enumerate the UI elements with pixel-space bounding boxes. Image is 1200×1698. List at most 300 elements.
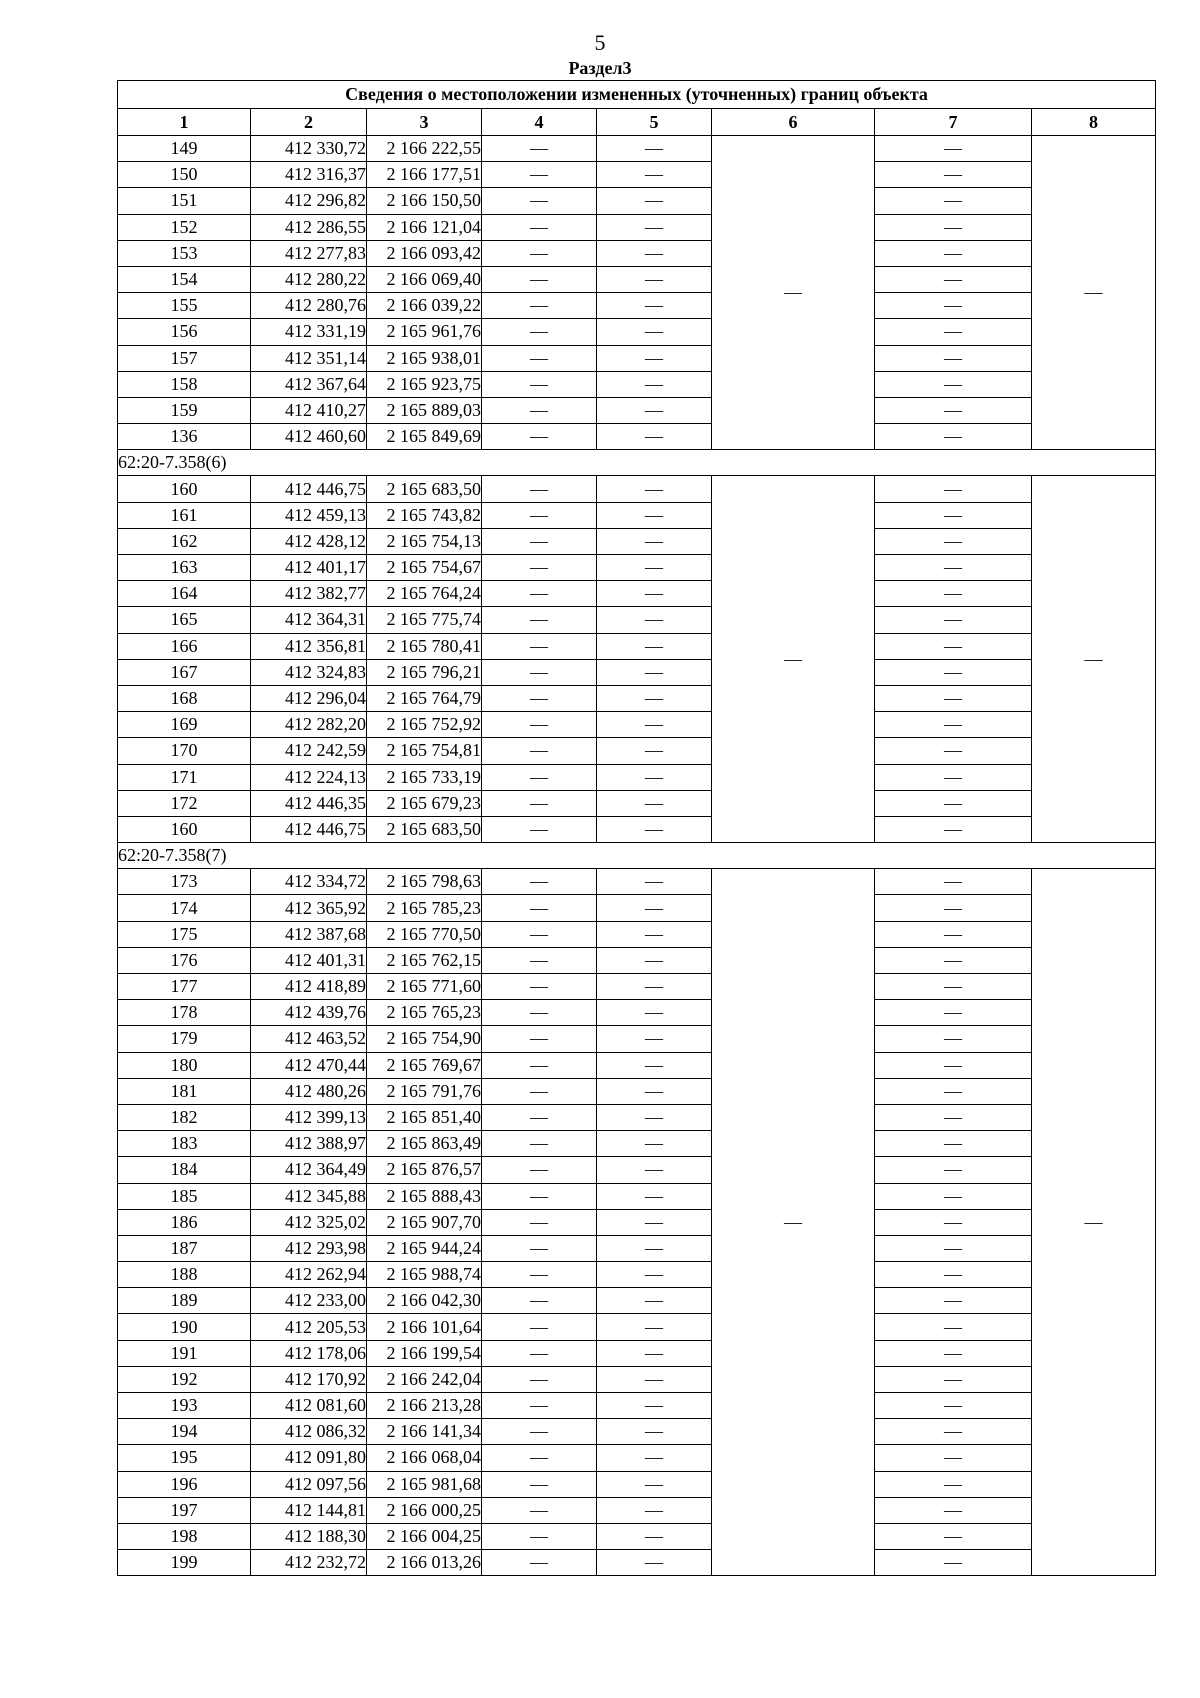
column-4-cell: — [482,188,597,214]
table-row [118,188,1156,214]
column-8-merged-cell: — [1032,136,1156,450]
table-row [118,214,1156,240]
x-coordinate-cell: 412 330,72 [251,136,367,162]
y-coordinate-cell: 2 165 785,23 [367,895,482,921]
column-7-cell: — [875,581,1032,607]
column-4-cell: — [482,1445,597,1471]
y-coordinate-cell: 2 165 796,21 [367,659,482,685]
point-number-cell: 165 [118,607,251,633]
column-7-cell: — [875,1445,1032,1471]
point-number-cell: 175 [118,921,251,947]
y-coordinate-cell: 2 166 000,25 [367,1497,482,1523]
y-coordinate-cell: 2 166 004,25 [367,1523,482,1549]
column-7-cell: — [875,1366,1032,1392]
y-coordinate-cell: 2 165 798,63 [367,869,482,895]
point-number-cell: 188 [118,1262,251,1288]
column-7-cell: — [875,869,1032,895]
x-coordinate-cell: 412 242,59 [251,738,367,764]
column-5-cell: — [597,947,712,973]
point-number-cell: 169 [118,712,251,738]
point-number-cell: 167 [118,659,251,685]
table-row [118,1445,1156,1471]
point-number-cell: 197 [118,1497,251,1523]
point-number-cell: 184 [118,1157,251,1183]
table-row [118,869,1156,895]
table-row [118,1078,1156,1104]
point-number-cell: 153 [118,240,251,266]
column-4-cell: — [482,319,597,345]
point-number-cell: 152 [118,214,251,240]
table-row [118,1262,1156,1288]
column-5-cell: — [597,685,712,711]
y-coordinate-cell: 2 166 242,04 [367,1366,482,1392]
x-coordinate-cell: 412 364,31 [251,607,367,633]
table-row [118,345,1156,371]
column-7-cell: — [875,1183,1032,1209]
x-coordinate-cell: 412 364,49 [251,1157,367,1183]
x-coordinate-cell: 412 446,35 [251,790,367,816]
table-row [118,319,1156,345]
column-4-cell: — [482,1183,597,1209]
y-coordinate-cell: 2 166 101,64 [367,1314,482,1340]
table-body [118,136,1156,1576]
column-5-cell: — [597,1026,712,1052]
y-coordinate-cell: 2 166 150,50 [367,188,482,214]
group-label: 62:20-7.358(7) [118,843,1156,869]
table-row [118,974,1156,1000]
column-4-cell: — [482,659,597,685]
point-number-cell: 159 [118,397,251,423]
column-7-cell: — [875,345,1032,371]
column-5-cell: — [597,476,712,502]
column-5-cell: — [597,424,712,450]
column-4-cell: — [482,1288,597,1314]
y-coordinate-cell: 2 165 743,82 [367,502,482,528]
table-row [118,528,1156,554]
column-4-cell: — [482,1052,597,1078]
x-coordinate-cell: 412 296,04 [251,685,367,711]
point-number-cell: 163 [118,555,251,581]
point-number-cell: 176 [118,947,251,973]
table-row [118,738,1156,764]
column-4-cell: — [482,1366,597,1392]
column-7-cell: — [875,1471,1032,1497]
column-4-cell: — [482,397,597,423]
column-5-cell: — [597,790,712,816]
column-5-cell: — [597,319,712,345]
y-coordinate-cell: 2 165 961,76 [367,319,482,345]
column-7-cell: — [875,1026,1032,1052]
point-number-cell: 190 [118,1314,251,1340]
point-number-cell: 171 [118,764,251,790]
column-7-cell: — [875,293,1032,319]
column-5-cell: — [597,1104,712,1130]
table-row [118,476,1156,502]
y-coordinate-cell: 2 165 733,19 [367,764,482,790]
column-7-cell: — [875,319,1032,345]
column-7-cell: — [875,974,1032,1000]
point-number-cell: 192 [118,1366,251,1392]
point-number-cell: 150 [118,162,251,188]
column-5-cell: — [597,1183,712,1209]
column-4-cell: — [482,1471,597,1497]
y-coordinate-cell: 2 166 177,51 [367,162,482,188]
table-row [118,764,1156,790]
point-number-cell: 164 [118,581,251,607]
y-coordinate-cell: 2 165 923,75 [367,371,482,397]
point-number-cell: 177 [118,974,251,1000]
point-number-cell: 194 [118,1419,251,1445]
x-coordinate-cell: 412 331,19 [251,319,367,345]
table-row [118,1235,1156,1261]
y-coordinate-cell: 2 165 754,67 [367,555,482,581]
y-coordinate-cell: 2 165 769,67 [367,1052,482,1078]
section-title: Раздел3 [568,58,632,78]
table-row [118,1393,1156,1419]
y-coordinate-cell: 2 165 683,50 [367,476,482,502]
x-coordinate-cell: 412 170,92 [251,1366,367,1392]
column-5-cell: — [597,345,712,371]
table-row [118,712,1156,738]
x-coordinate-cell: 412 081,60 [251,1393,367,1419]
column-4-cell: — [482,240,597,266]
point-number-cell: 168 [118,685,251,711]
column-5-cell: — [597,1419,712,1445]
y-coordinate-cell: 2 165 762,15 [367,947,482,973]
column-7-cell: — [875,1235,1032,1261]
table-row [118,162,1156,188]
x-coordinate-cell: 412 232,72 [251,1550,367,1576]
x-coordinate-cell: 412 367,64 [251,371,367,397]
column-4-cell: — [482,1497,597,1523]
y-coordinate-cell: 2 166 199,54 [367,1340,482,1366]
point-number-cell: 161 [118,502,251,528]
table-row [118,685,1156,711]
table-row [118,371,1156,397]
column-7-cell: — [875,476,1032,502]
column-7-cell: — [875,240,1032,266]
point-number-cell: 173 [118,869,251,895]
x-coordinate-cell: 412 178,06 [251,1340,367,1366]
column-4-cell: — [482,424,597,450]
x-coordinate-cell: 412 460,60 [251,424,367,450]
column-header: 1 [118,109,251,136]
table-row [118,816,1156,842]
y-coordinate-cell: 2 166 121,04 [367,214,482,240]
column-4-cell: — [482,685,597,711]
column-5-cell: — [597,1288,712,1314]
point-number-cell: 162 [118,528,251,554]
column-6-merged-cell: — [712,136,875,450]
column-7-cell: — [875,424,1032,450]
y-coordinate-cell: 2 165 775,74 [367,607,482,633]
point-number-cell: 189 [118,1288,251,1314]
column-5-cell: — [597,869,712,895]
y-coordinate-cell: 2 165 791,76 [367,1078,482,1104]
column-header: 5 [597,109,712,136]
x-coordinate-cell: 412 282,20 [251,712,367,738]
column-5-cell: — [597,1052,712,1078]
column-4-cell: — [482,816,597,842]
x-coordinate-cell: 412 205,53 [251,1314,367,1340]
column-8-merged-cell: — [1032,869,1156,1576]
column-5-cell: — [597,1131,712,1157]
y-coordinate-cell: 2 165 771,60 [367,974,482,1000]
table-row [118,1183,1156,1209]
column-5-cell: — [597,1550,712,1576]
column-8-merged-cell: — [1032,476,1156,843]
column-7-cell: — [875,1340,1032,1366]
column-4-cell: — [482,1340,597,1366]
column-5-cell: — [597,738,712,764]
y-coordinate-cell: 2 165 988,74 [367,1262,482,1288]
column-5-cell: — [597,1340,712,1366]
column-4-cell: — [482,764,597,790]
y-coordinate-cell: 2 166 093,42 [367,240,482,266]
point-number-cell: 187 [118,1235,251,1261]
column-7-cell: — [875,1314,1032,1340]
y-coordinate-cell: 2 165 754,81 [367,738,482,764]
column-4-cell: — [482,921,597,947]
table-row [118,633,1156,659]
x-coordinate-cell: 412 334,72 [251,869,367,895]
column-4-cell: — [482,1393,597,1419]
column-5-cell: — [597,188,712,214]
x-coordinate-cell: 412 316,37 [251,162,367,188]
table-row [118,555,1156,581]
table-row [118,136,1156,162]
point-number-cell: 160 [118,816,251,842]
column-4-cell: — [482,371,597,397]
boundary-coordinates-table [117,80,1156,1576]
y-coordinate-cell: 2 166 069,40 [367,266,482,292]
x-coordinate-cell: 412 401,31 [251,947,367,973]
table-row [118,659,1156,685]
y-coordinate-cell: 2 165 770,50 [367,921,482,947]
column-7-cell: — [875,1104,1032,1130]
column-7-cell: — [875,1419,1032,1445]
column-5-cell: — [597,712,712,738]
column-7-cell: — [875,764,1032,790]
x-coordinate-cell: 412 480,26 [251,1078,367,1104]
column-5-cell: — [597,1523,712,1549]
column-4-cell: — [482,738,597,764]
point-number-cell: 193 [118,1393,251,1419]
point-number-cell: 166 [118,633,251,659]
point-number-cell: 178 [118,1000,251,1026]
column-7-cell: — [875,1550,1032,1576]
column-4-cell: — [482,1209,597,1235]
x-coordinate-cell: 412 401,17 [251,555,367,581]
point-number-cell: 156 [118,319,251,345]
point-number-cell: 160 [118,476,251,502]
x-coordinate-cell: 412 280,22 [251,266,367,292]
point-number-cell: 186 [118,1209,251,1235]
column-4-cell: — [482,345,597,371]
point-number-cell: 198 [118,1523,251,1549]
column-7-cell: — [875,895,1032,921]
point-number-cell: 199 [118,1550,251,1576]
x-coordinate-cell: 412 293,98 [251,1235,367,1261]
column-7-cell: — [875,712,1032,738]
x-coordinate-cell: 412 446,75 [251,476,367,502]
y-coordinate-cell: 2 165 863,49 [367,1131,482,1157]
group-header-row [118,450,1156,476]
column-5-cell: — [597,1471,712,1497]
column-7-cell: — [875,947,1032,973]
column-5-cell: — [597,581,712,607]
column-5-cell: — [597,764,712,790]
column-header: 7 [875,109,1032,136]
x-coordinate-cell: 412 345,88 [251,1183,367,1209]
y-coordinate-cell: 2 166 013,26 [367,1550,482,1576]
column-5-cell: — [597,1393,712,1419]
column-5-cell: — [597,921,712,947]
column-7-cell: — [875,790,1032,816]
point-number-cell: 136 [118,424,251,450]
y-coordinate-cell: 2 165 849,69 [367,424,482,450]
y-coordinate-cell: 2 165 764,24 [367,581,482,607]
x-coordinate-cell: 412 233,00 [251,1288,367,1314]
x-coordinate-cell: 412 463,52 [251,1026,367,1052]
column-5-cell: — [597,1209,712,1235]
column-4-cell: — [482,1157,597,1183]
column-4-cell: — [482,1104,597,1130]
table-row [118,1052,1156,1078]
column-4-cell: — [482,162,597,188]
column-7-cell: — [875,816,1032,842]
column-4-cell: — [482,947,597,973]
column-7-cell: — [875,738,1032,764]
point-number-cell: 179 [118,1026,251,1052]
x-coordinate-cell: 412 296,82 [251,188,367,214]
column-5-cell: — [597,555,712,581]
table-row [118,790,1156,816]
y-coordinate-cell: 2 165 981,68 [367,1471,482,1497]
table-row [118,1471,1156,1497]
table-row [118,1000,1156,1026]
column-4-cell: — [482,1026,597,1052]
column-header: 6 [712,109,875,136]
column-7-cell: — [875,528,1032,554]
column-7-cell: — [875,607,1032,633]
x-coordinate-cell: 412 459,13 [251,502,367,528]
column-4-cell: — [482,476,597,502]
column-5-cell: — [597,1262,712,1288]
table-row [118,502,1156,528]
column-7-cell: — [875,1497,1032,1523]
column-header: 4 [482,109,597,136]
table-row [118,1209,1156,1235]
y-coordinate-cell: 2 165 907,70 [367,1209,482,1235]
y-coordinate-cell: 2 165 876,57 [367,1157,482,1183]
y-coordinate-cell: 2 165 679,23 [367,790,482,816]
column-5-cell: — [597,1000,712,1026]
column-5-cell: — [597,371,712,397]
y-coordinate-cell: 2 165 754,13 [367,528,482,554]
column-5-cell: — [597,895,712,921]
y-coordinate-cell: 2 165 752,92 [367,712,482,738]
column-7-cell: — [875,397,1032,423]
column-7-cell: — [875,371,1032,397]
point-number-cell: 149 [118,136,251,162]
point-number-cell: 157 [118,345,251,371]
y-coordinate-cell: 2 165 944,24 [367,1235,482,1261]
column-header: 3 [367,109,482,136]
column-5-cell: — [597,974,712,1000]
x-coordinate-cell: 412 091,80 [251,1445,367,1471]
x-coordinate-cell: 412 388,97 [251,1131,367,1157]
x-coordinate-cell: 412 356,81 [251,633,367,659]
column-7-cell: — [875,502,1032,528]
x-coordinate-cell: 412 277,83 [251,240,367,266]
table-row [118,1131,1156,1157]
column-4-cell: — [482,974,597,1000]
point-number-cell: 170 [118,738,251,764]
point-number-cell: 174 [118,895,251,921]
column-5-cell: — [597,240,712,266]
x-coordinate-cell: 412 399,13 [251,1104,367,1130]
column-header: 2 [251,109,367,136]
column-header: 8 [1032,109,1156,136]
column-4-cell: — [482,214,597,240]
column-7-cell: — [875,1000,1032,1026]
table-row [118,581,1156,607]
column-7-cell: — [875,188,1032,214]
y-coordinate-cell: 2 166 141,34 [367,1419,482,1445]
point-number-cell: 182 [118,1104,251,1130]
column-5-cell: — [597,293,712,319]
x-coordinate-cell: 412 188,30 [251,1523,367,1549]
y-coordinate-cell: 2 166 068,04 [367,1445,482,1471]
column-7-cell: — [875,214,1032,240]
column-4-cell: — [482,1078,597,1104]
column-5-cell: — [597,1157,712,1183]
column-5-cell: — [597,266,712,292]
x-coordinate-cell: 412 351,14 [251,345,367,371]
column-4-cell: — [482,869,597,895]
column-5-cell: — [597,397,712,423]
column-6-merged-cell: — [712,869,875,1576]
table-row [118,947,1156,973]
x-coordinate-cell: 412 286,55 [251,214,367,240]
point-number-cell: 196 [118,1471,251,1497]
column-5-cell: — [597,502,712,528]
table-row [118,424,1156,450]
column-7-cell: — [875,1052,1032,1078]
x-coordinate-cell: 412 410,27 [251,397,367,423]
x-coordinate-cell: 412 144,81 [251,1497,367,1523]
column-5-cell: — [597,1497,712,1523]
table-row [118,1288,1156,1314]
x-coordinate-cell: 412 382,77 [251,581,367,607]
column-4-cell: — [482,266,597,292]
table-row [118,1340,1156,1366]
point-number-cell: 158 [118,371,251,397]
column-4-cell: — [482,1523,597,1549]
column-5-cell: — [597,659,712,685]
group-label: 62:20-7.358(6) [118,450,1156,476]
point-number-cell: 172 [118,790,251,816]
column-4-cell: — [482,293,597,319]
column-4-cell: — [482,528,597,554]
y-coordinate-cell: 2 166 039,22 [367,293,482,319]
point-number-cell: 155 [118,293,251,319]
column-header-row [118,109,1156,136]
point-number-cell: 154 [118,266,251,292]
x-coordinate-cell: 412 325,02 [251,1209,367,1235]
point-number-cell: 195 [118,1445,251,1471]
